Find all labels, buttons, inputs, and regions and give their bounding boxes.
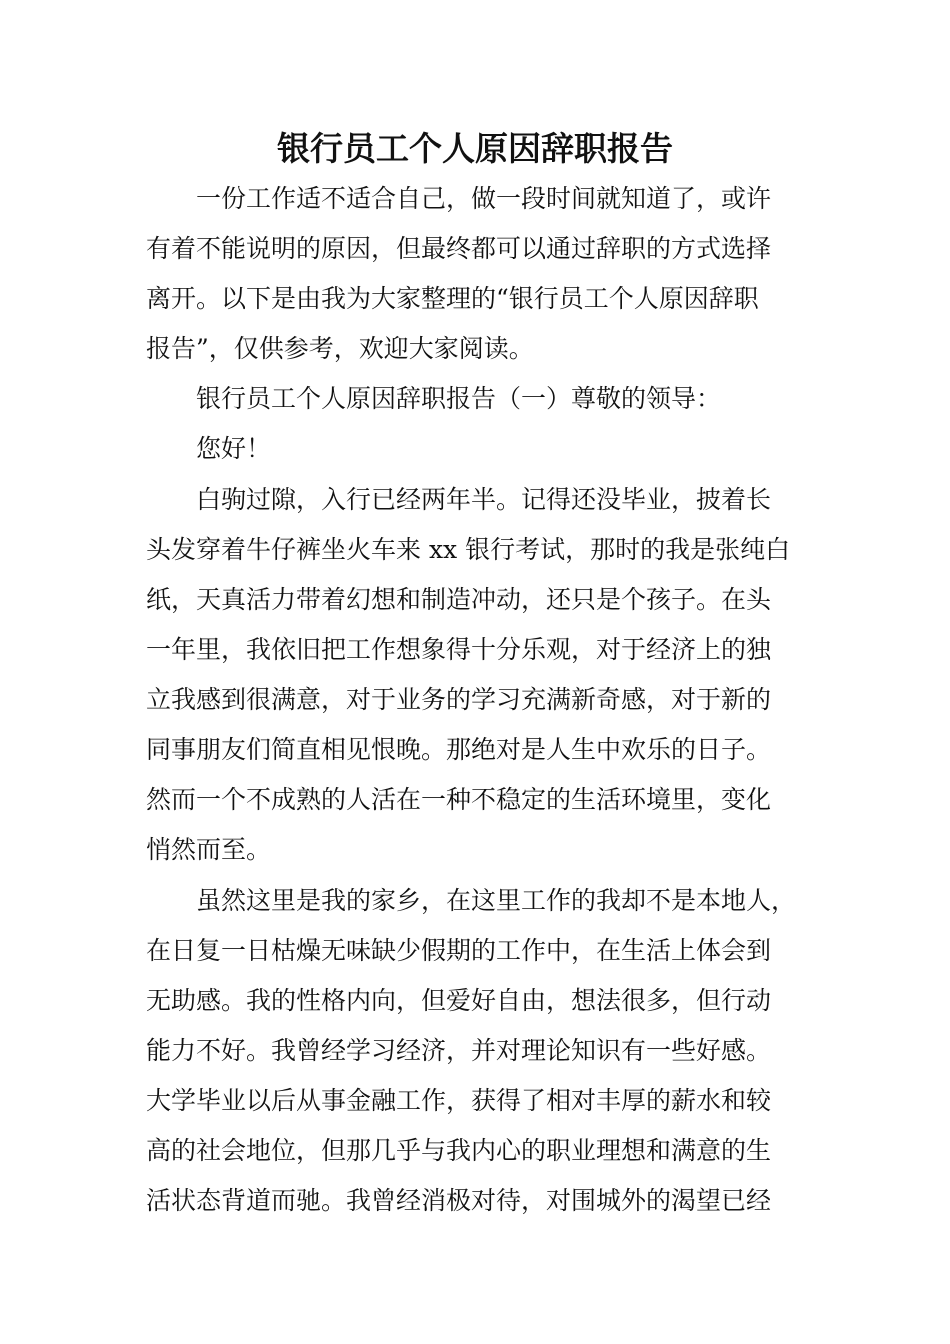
paragraph-line: 虽然这里是我的家乡，在这里工作的我却不是本地人， xyxy=(196,886,797,915)
paragraph-line: 无助感。我的性格内向，但爱好自由，想法很多，但行动 xyxy=(146,986,772,1015)
paragraph-line: 纸，天真活力带着幻想和制造冲动，还只是个孩子。在头 xyxy=(146,585,772,614)
paragraph-line: 头发穿着牛仔裤坐火车来 xx 银行考试，那时的我是张纯白 xyxy=(146,535,791,564)
section-heading-line: 银行员工个人原因辞职报告（一）尊敬的领导： xyxy=(196,384,722,413)
paragraph-line: 立我感到很满意，对于业务的学习充满新奇感，对于新的 xyxy=(146,685,772,714)
paragraph-line: 离开。以下是由我为大家整理的“银行员工个人原因辞职 xyxy=(146,284,759,313)
paragraph-line: 在日复一日枯燥无味缺少假期的工作中，在生活上体会到 xyxy=(146,936,772,965)
paragraph-line: 能力不好。我曾经学习经济，并对理论知识有一些好感。 xyxy=(146,1036,772,1065)
greeting-line: 您好！ xyxy=(196,434,272,463)
paragraph-line: 一份工作适不适合自己，做一段时间就知道了，或许 xyxy=(196,184,772,213)
paragraph-line: 有着不能说明的原因，但最终都可以通过辞职的方式选择 xyxy=(146,234,772,263)
paragraph-line: 悄然而至。 xyxy=(146,835,272,864)
paragraph-line: 大学毕业以后从事金融工作，获得了相对丰厚的薪水和较 xyxy=(146,1086,772,1115)
paragraph-line: 一年里，我依旧把工作想象得十分乐观，对于经济上的独 xyxy=(146,635,772,664)
paragraph-line: 然而一个不成熟的人活在一种不稳定的生活环境里，变化 xyxy=(146,785,772,814)
paragraph-line: 活状态背道而驰。我曾经消极对待，对围城外的渴望已经 xyxy=(146,1186,772,1215)
paragraph-line: 报告”，仅供参考，欢迎大家阅读。 xyxy=(146,334,534,363)
paragraph-line: 同事朋友们简直相见恨晚。那绝对是人生中欢乐的日子。 xyxy=(146,735,772,764)
paragraph-line: 白驹过隙，入行已经两年半。记得还没毕业，披着长 xyxy=(196,485,772,514)
document-title: 银行员工个人原因辞职报告 xyxy=(277,129,673,168)
paragraph-line: 高的社会地位，但那几乎与我内心的职业理想和满意的生 xyxy=(146,1136,772,1165)
